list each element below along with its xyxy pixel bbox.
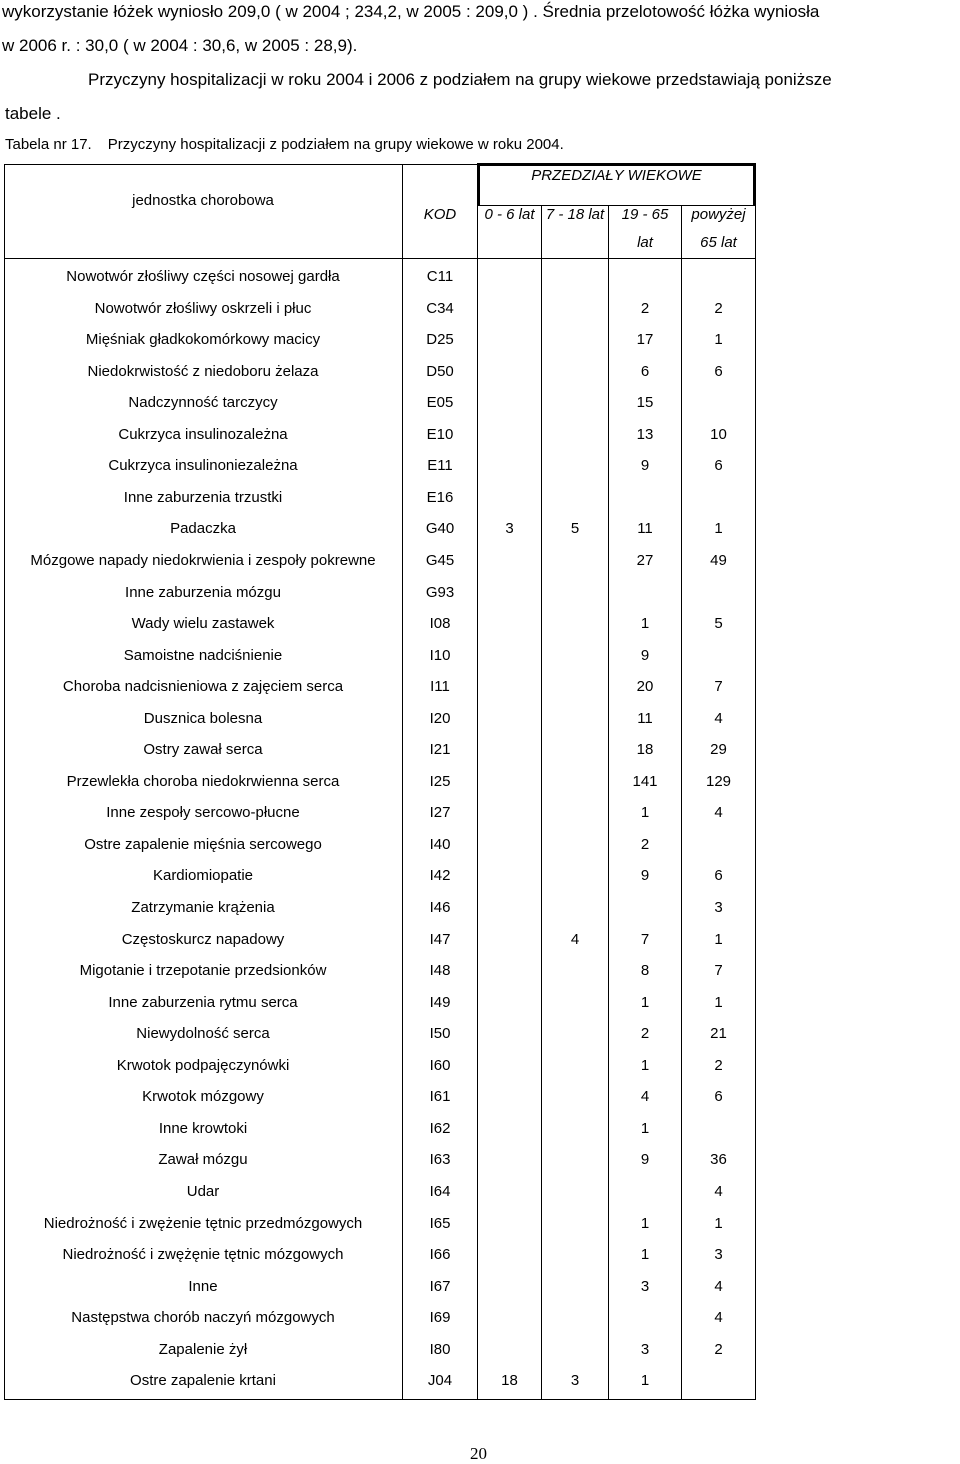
row-age-19-65: 8	[640, 962, 650, 979]
row-age-19-65: 3	[640, 1341, 650, 1358]
row-disease-name: Nadczynność tarczycy	[128, 394, 278, 411]
row-disease-name: Ostry zawał serca	[143, 741, 263, 758]
row-kod: I20	[429, 710, 451, 727]
header-age-19-65: 19 - 65	[621, 206, 669, 223]
row-kod: E11	[427, 457, 453, 474]
row-age-19-65: 1	[640, 804, 650, 821]
row-kod: I49	[429, 994, 451, 1011]
row-age-over-65: 29	[710, 741, 727, 758]
column-divider	[681, 205, 682, 1400]
row-age-over-65: 4	[714, 804, 723, 821]
row-disease-name: Choroba nadcisnieniowa z zajęciem serca	[62, 678, 344, 695]
row-age-19-65: 1	[640, 1246, 650, 1263]
row-age-over-65: 1	[714, 520, 723, 537]
table-border	[4, 164, 5, 1400]
header-age-groups: PRZEDZIAŁY WIEKOWE	[531, 167, 702, 184]
header-divider	[4, 258, 756, 259]
row-age-over-65: 4	[714, 1309, 723, 1326]
table-border	[4, 1399, 756, 1400]
row-disease-name: Cukrzyca insulinoniezależna	[108, 457, 298, 474]
header-divider	[477, 205, 756, 206]
row-age-over-65: 49	[710, 552, 727, 569]
header-age-over-65-unit: 65 lat	[700, 234, 737, 251]
row-age-19-65: 9	[640, 647, 650, 664]
row-disease-name: Ostre zapalenie krtani	[130, 1372, 276, 1389]
row-disease-name: Następstwa chorób naczyń mózgowych	[71, 1309, 335, 1326]
row-disease-name: Migotanie i trzepotanie przedsionków	[79, 962, 327, 979]
row-kod: I66	[429, 1246, 451, 1263]
row-disease-name: Inne krowtoki	[158, 1120, 248, 1137]
paragraph-line-1: wykorzystanie łóżek wyniosło 209,0 ( w 2004 ; 234,2, w 2005 : 209,0 ) . Średnia przelotowość łóżka wyniosła	[2, 2, 820, 21]
row-kod: I69	[429, 1309, 451, 1326]
row-disease-name: Inne	[188, 1278, 218, 1295]
row-age-19-65: 11	[637, 520, 653, 537]
row-age-19-65: 2	[640, 1025, 650, 1042]
row-age-over-65: 7	[714, 678, 723, 695]
row-age-over-65: 3	[714, 1246, 723, 1263]
row-age-over-65: 6	[714, 867, 723, 884]
table-caption-line	[5, 136, 564, 153]
column-divider	[402, 164, 403, 1400]
row-kod: I46	[429, 899, 451, 916]
row-age-over-65: 7	[714, 962, 723, 979]
row-age-19-65: 1	[640, 1120, 650, 1137]
column-divider	[477, 205, 478, 1400]
row-age-over-65: 6	[714, 1088, 723, 1105]
row-age-7-18: 3	[570, 1372, 580, 1389]
row-age-over-65: 36	[710, 1151, 727, 1168]
row-age-19-65: 3	[640, 1278, 650, 1295]
row-disease-name: Inne zespoły sercowo-płucne	[106, 804, 300, 821]
row-disease-name: Dusznica bolesna	[143, 710, 263, 727]
row-age-19-65: 18	[636, 741, 654, 758]
row-kod: E05	[426, 394, 454, 411]
row-age-over-65: 6	[714, 363, 723, 380]
row-kod: G45	[425, 552, 455, 569]
row-age-19-65: 20	[636, 678, 654, 695]
row-kod: D25	[426, 331, 454, 348]
row-age-19-65: 27	[636, 552, 654, 569]
row-kod: I21	[429, 741, 451, 758]
column-divider	[541, 205, 542, 1400]
row-kod: I67	[429, 1278, 451, 1295]
row-age-0-6: 3	[505, 520, 514, 537]
row-age-over-65: 1	[714, 994, 723, 1011]
column-divider	[755, 164, 756, 1400]
row-disease-name: Ostre zapalenie mięśnia sercowego	[84, 836, 322, 853]
row-disease-name: Niedrożność i zwężenie tętnic przedmózgowych	[43, 1215, 363, 1232]
row-disease-name: Kardiomiopatie	[152, 867, 254, 884]
header-disease-unit: jednostka chorobowa	[132, 192, 274, 209]
row-age-19-65: 11	[637, 710, 653, 727]
row-disease-name: Wady wielu zastawek	[131, 615, 275, 632]
table-reference: Tabela nr 17.	[5, 136, 92, 153]
row-age-over-65: 21	[710, 1025, 727, 1042]
row-age-over-65: 2	[714, 1341, 723, 1358]
row-kod: I11	[430, 678, 450, 695]
row-disease-name: Niedrożność i zwężęnie tętnic mózgowych	[62, 1246, 344, 1263]
row-disease-name: Padaczka	[170, 520, 236, 537]
row-age-0-6: 18	[501, 1372, 518, 1389]
header-group-frame	[753, 163, 756, 205]
row-kod: I40	[429, 836, 451, 853]
row-age-over-65: 4	[714, 710, 723, 727]
row-kod: I48	[429, 962, 451, 979]
row-kod: I10	[429, 647, 451, 664]
row-age-19-65: 1	[640, 1372, 650, 1389]
row-disease-name: Nowotwór złośliwy oskrzeli i płuc	[94, 300, 312, 317]
row-age-over-65: 129	[705, 773, 732, 790]
row-disease-name: Zawał mózgu	[158, 1151, 248, 1168]
row-kod: I61	[429, 1088, 451, 1105]
row-age-over-65: 1	[714, 931, 723, 948]
row-age-19-65: 13	[636, 426, 654, 443]
page-number: 20	[470, 1444, 487, 1463]
row-age-7-18: 5	[570, 520, 580, 537]
row-disease-name: Niewydolność serca	[136, 1025, 270, 1042]
row-age-19-65: 7	[640, 931, 650, 948]
row-age-19-65: 6	[640, 363, 650, 380]
row-kod: I62	[429, 1120, 451, 1137]
row-disease-name: Krwotok podpajęczynówki	[116, 1057, 290, 1074]
row-kod: I80	[429, 1341, 451, 1358]
row-kod: I42	[429, 867, 451, 884]
column-divider	[608, 205, 609, 1400]
row-age-over-65: 4	[714, 1278, 723, 1295]
header-group-frame	[477, 163, 756, 166]
row-kod: G93	[425, 584, 455, 601]
row-age-19-65: 1	[640, 615, 650, 632]
row-kod: I27	[429, 804, 451, 821]
row-kod: I65	[429, 1215, 451, 1232]
row-kod: E16	[426, 489, 454, 506]
header-age-7-18: 7 - 18 lat	[545, 206, 605, 223]
row-kod: J04	[427, 1372, 453, 1389]
row-kod: C11	[426, 268, 454, 285]
row-disease-name: Udar	[186, 1183, 220, 1200]
row-kod: I08	[429, 615, 451, 632]
row-kod: I25	[429, 773, 451, 790]
row-disease-name: Krwotok mózgowy	[142, 1088, 264, 1105]
row-disease-name: Częstoskurcz napadowy	[121, 931, 285, 948]
row-kod: I47	[429, 931, 451, 948]
row-kod: E10	[426, 426, 454, 443]
row-kod: I50	[429, 1025, 451, 1042]
row-age-over-65: 2	[714, 300, 723, 317]
row-kod: I60	[429, 1057, 451, 1074]
row-age-over-65: 4	[714, 1183, 723, 1200]
row-age-19-65: 9	[640, 867, 650, 884]
row-kod: D50	[426, 363, 454, 380]
row-age-19-65: 141	[632, 773, 658, 790]
row-age-over-65: 1	[714, 1215, 723, 1232]
row-age-19-65: 2	[640, 300, 650, 317]
row-kod: G40	[425, 520, 455, 537]
row-disease-name: Nowotwór złośliwy części nosowej gardła	[66, 268, 340, 285]
row-disease-name: Samoistne nadciśnienie	[123, 647, 283, 664]
paragraph-line-2: w 2006 r. : 30,0 ( w 2004 : 30,6, w 2005 : 28,9).	[2, 36, 358, 55]
row-age-over-65: 10	[710, 426, 727, 443]
row-disease-name: Inne zaburzenia trzustki	[123, 489, 283, 506]
row-disease-name: Inne zaburzenia rytmu serca	[108, 994, 298, 1011]
row-age-over-65: 1	[714, 331, 723, 348]
row-age-19-65: 1	[640, 994, 650, 1011]
header-age-over-65: powyżej	[691, 206, 746, 223]
paragraph-line-3: Przyczyny hospitalizacji w roku 2004 i 2006 z podziałem na grupy wiekowe przedstawiają poniższe	[88, 70, 832, 89]
header-kod: KOD	[423, 206, 457, 223]
row-age-19-65: 1	[640, 1215, 650, 1232]
row-kod: I64	[429, 1183, 451, 1200]
row-kod: C34	[426, 300, 454, 317]
paragraph-line-4: tabele .	[5, 104, 61, 123]
row-disease-name: Przewlekła choroba niedokrwienna serca	[66, 773, 340, 790]
row-age-over-65: 2	[714, 1057, 723, 1074]
header-group-frame	[477, 163, 480, 205]
header-age-0-6: 0 - 6 lat	[484, 206, 535, 223]
row-disease-name: Inne zaburzenia mózgu	[125, 584, 281, 601]
row-disease-name: Cukrzyca insulinozależna	[118, 426, 288, 443]
row-disease-name: Mięśniak gładkokomórkowy macicy	[85, 331, 321, 348]
row-age-over-65: 5	[714, 615, 723, 632]
row-age-over-65: 6	[714, 457, 723, 474]
row-age-19-65: 4	[640, 1088, 650, 1105]
row-age-19-65: 2	[640, 836, 650, 853]
row-age-7-18: 4	[570, 931, 580, 948]
table-caption: Przyczyny hospitalizacji z podziałem na grupy wiekowe w roku 2004.	[107, 136, 564, 153]
row-age-19-65: 9	[640, 1151, 650, 1168]
row-age-over-65: 3	[714, 899, 723, 916]
row-disease-name: Niedokrwistość z niedoboru żelaza	[87, 363, 319, 380]
table-border	[4, 164, 756, 165]
row-disease-name: Zatrzymanie krążenia	[131, 899, 275, 916]
row-age-19-65: 17	[636, 331, 654, 348]
header-age-19-65-unit: lat	[637, 234, 653, 251]
row-kod: I63	[429, 1151, 451, 1168]
row-disease-name: Zapalenie żył	[158, 1341, 248, 1358]
row-age-19-65: 15	[636, 394, 654, 411]
row-age-19-65: 1	[640, 1057, 650, 1074]
row-age-19-65: 9	[640, 457, 650, 474]
row-disease-name: Mózgowe napady niedokrwienia i zespoły pokrewne	[30, 552, 376, 569]
